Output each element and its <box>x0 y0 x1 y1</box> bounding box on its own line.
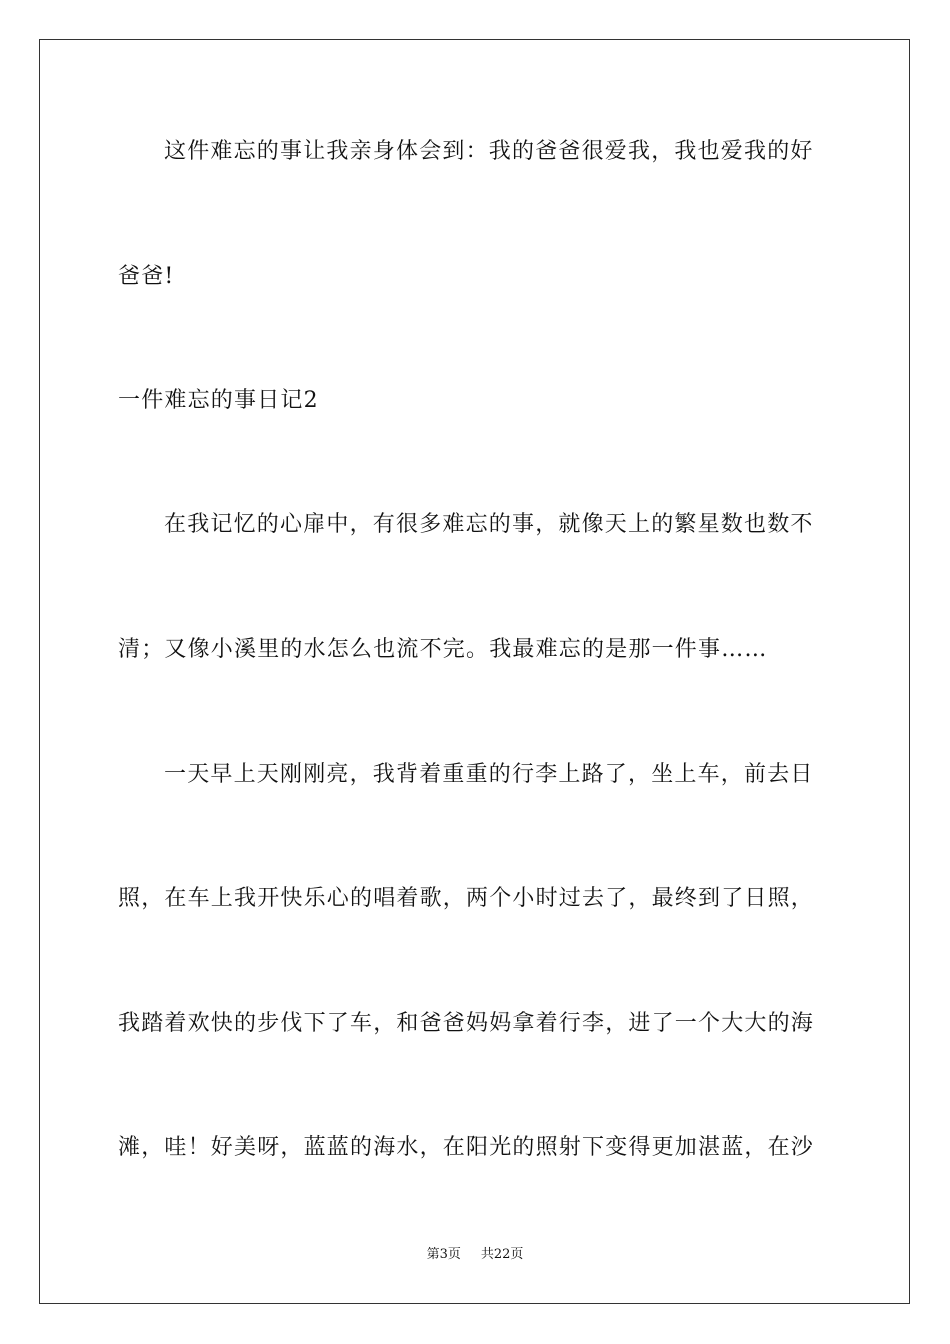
page-total: 共22页 <box>480 1247 524 1262</box>
paragraph-line: 在我记忆的心扉中，有很多难忘的事，就像天上的繁星数也数不 <box>164 512 814 537</box>
paragraph-line: 清；又像小溪里的水怎么也流不完。我最难忘的是那一件事…… <box>118 637 768 662</box>
paragraph-line: 我踏着欢快的步伐下了车，和爸爸妈妈拿着行李，进了一个大大的海 <box>118 1011 815 1036</box>
page-footer <box>0 1246 950 1264</box>
page-number: 第3页 <box>426 1247 461 1262</box>
page-border <box>39 39 910 1304</box>
paragraph-line: 照，在车上我开快乐心的唱着歌，两个小时过去了，最终到了日照， <box>118 886 815 911</box>
paragraph-line: 一天早上天刚刚亮，我背着重重的行李上路了，坐上车，前去日 <box>164 762 814 787</box>
paragraph-line: 这件难忘的事让我亲身体会到：我的爸爸很爱我，我也爱我的好 <box>164 139 814 164</box>
paragraph-line: 爸爸! <box>118 264 175 289</box>
section-heading: 一件难忘的事日记2 <box>118 388 319 413</box>
paragraph-line: 滩，哇！好美呀，蓝蓝的海水，在阳光的照射下变得更加湛蓝，在沙 <box>118 1135 815 1160</box>
